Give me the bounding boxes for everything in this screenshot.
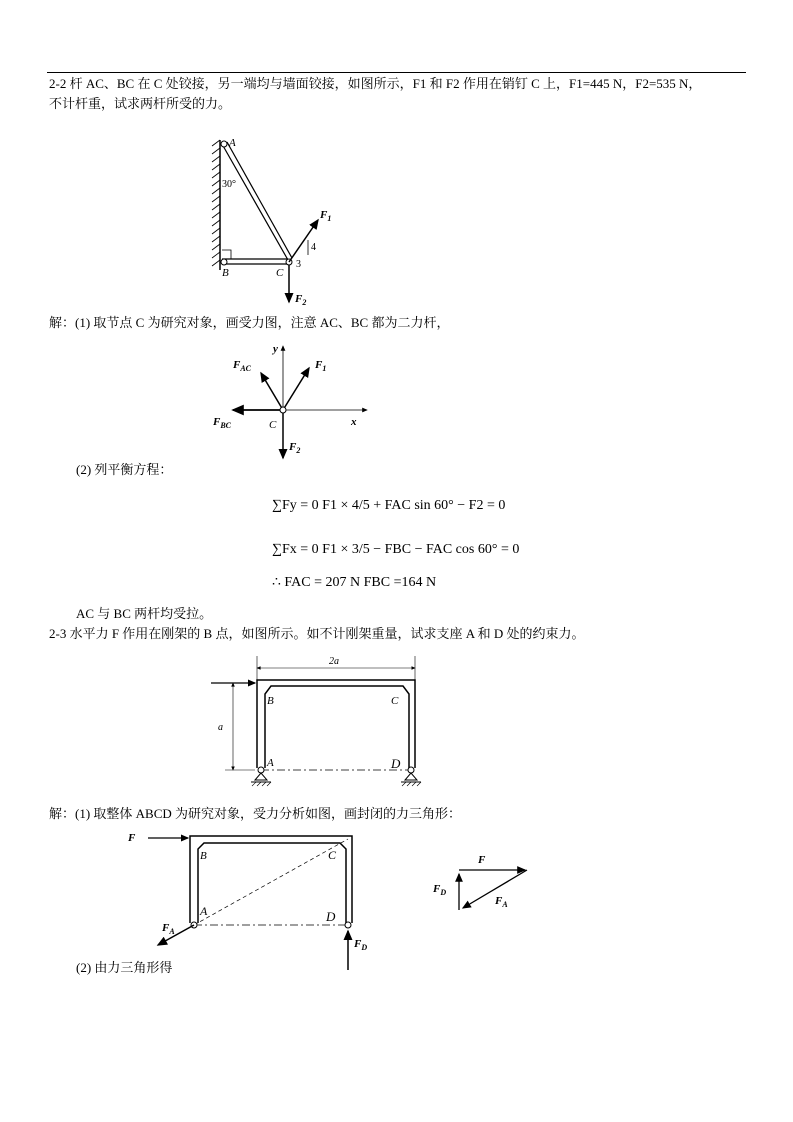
label-FD-tri: $F_D$ [433, 883, 447, 897]
problem-2-2-line2: 不计杆重，试求两杆所受的力。 [49, 96, 232, 111]
header-rule [47, 72, 746, 73]
label-B: B [222, 267, 229, 279]
label-C-fbd: C [269, 419, 277, 431]
label-D-frame: D [391, 756, 401, 771]
label-B-frame: B [267, 695, 274, 707]
label-F2-fbd: $F_2$ [289, 441, 301, 455]
label-slope-4: 4 [311, 242, 316, 253]
label-B-fbd: B [200, 850, 207, 862]
label-y: y [273, 343, 278, 355]
figure-free-body [205, 338, 380, 463]
label-FD-fbd: $F_D$ [354, 938, 368, 952]
dim-a: a [218, 722, 223, 733]
label-F2: $F_2$ [295, 293, 307, 307]
label-A-fbd: A [200, 904, 208, 918]
label-A-frame: A [267, 757, 274, 769]
label-F1: $F_1$ [320, 209, 332, 223]
label-x: x [351, 416, 357, 428]
problem-2-2-line1: 2-2 杆 AC、BC 在 C 处铰接，另一端均与墙面铰接，如图所示，F1 和 F2 作用在销钉 C 上，F1=445 N，F2=535 N， [49, 76, 702, 91]
label-slope-3: 3 [296, 259, 301, 270]
problem-2-3-line1: 2-3 水平力 F 作用在刚架的 B 点，如图所示。如不计刚架重量，试求支座 A 和 D 处的约束力。 [49, 626, 585, 641]
label-FBC: $F_{BC}$ [213, 416, 232, 430]
equation-result: ∴ FAC = 207 N FBC =164 N [272, 575, 437, 590]
equation-sum-fx: ∑Fx = 0 F1 × 3/5 − FBC − FAC cos 60° = 0 [272, 542, 520, 557]
step-2-label: (2) 列平衡方程： [76, 462, 173, 477]
label-A: A [229, 137, 236, 149]
dim-2a: 2a [329, 656, 339, 667]
label-C-frame: C [391, 695, 399, 707]
label-D-fbd: D [326, 909, 336, 924]
equation-sum-fy: ∑Fy = 0 F1 × 4/5 + FAC sin 60° − F2 = 0 [272, 498, 506, 513]
solution-2-2-line1: 解：(1) 取节点 C 为研究对象，画受力图，注意 AC、BC 都为二力杆， [49, 315, 450, 330]
conclusion-2-2: AC 与 BC 两杆均受拉。 [76, 606, 213, 621]
label-F-fbd: F [128, 832, 136, 844]
label-angle: 30° [222, 179, 236, 190]
label-C: C [276, 267, 284, 279]
label-C-fbd2: C [328, 848, 337, 862]
label-FA-tri: $F_A$ [495, 895, 508, 909]
figure-truss [200, 132, 360, 312]
label-F1-fbd: $F_1$ [315, 359, 327, 373]
figure-force-triangle [425, 848, 535, 918]
step-2-label-2-3: (2) 由力三角形得 [76, 960, 173, 975]
figure-frame-fbd [120, 825, 370, 973]
figure-frame [205, 650, 435, 800]
label-FA-fbd: $F_A$ [162, 922, 175, 936]
label-F-tri: F [478, 854, 486, 866]
label-FAC: $F_{AC}$ [233, 359, 252, 373]
solution-2-3-line1: 解：(1) 取整体 ABCD 为研究对象，受力分析如图，画封闭的力三角形： [49, 806, 462, 821]
